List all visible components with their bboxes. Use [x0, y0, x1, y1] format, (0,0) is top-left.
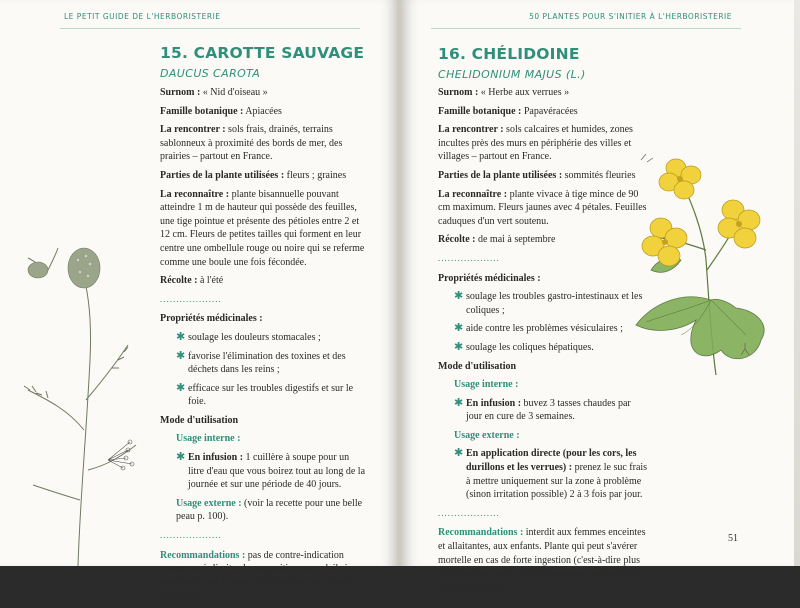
right-page — [401, 0, 800, 593]
parties-value: sommités fleuries — [564, 169, 636, 181]
infusion-label: En infusion : — [188, 452, 244, 464]
mode-heading — [160, 414, 366, 428]
plant-description — [160, 86, 366, 608]
recommandations-value: interdit aux femmes enceintes et allaitantes, aux enfants. Plante qui peut s'avérer mortelle en cas de forte ingestion (c'est-à-dire plus de 25 mg par jour). Ne la consommez pas non plus en plante fraîche. — [438, 527, 646, 593]
plant-title: 15. CAROTTE SAUVAGE — [160, 44, 365, 62]
running-head-right: 50 PLANTES POUR S'INITIER À L'HERBORISTERIE — [529, 12, 732, 21]
clover-bullet-icon: ✱ — [454, 396, 464, 409]
recolte-value: de mai à septembre — [477, 234, 556, 246]
proprietes-label: Propriétés médicinales : — [160, 313, 263, 325]
clover-bullet-icon: ✱ — [454, 322, 464, 335]
list-item — [438, 341, 648, 355]
proprietes-heading — [160, 312, 366, 326]
surnom-label: Surnom : — [160, 87, 201, 98]
famille-line — [160, 105, 366, 119]
page-number: 51 — [728, 533, 738, 544]
reconnaitre-value: plante vivace à tige mince de 90 cm maximum. Fleurs jaunes avec 4 pétales. Feuilles caduques d'un vert soutenu. — [438, 188, 647, 227]
list-item — [438, 290, 648, 317]
propriete-text: efficace sur les troubles digestifs et sur le foie. — [188, 382, 354, 408]
left-page — [0, 0, 398, 602]
running-head-left: LE PETIT GUIDE DE L'HERBORISTERIE — [64, 12, 221, 21]
wild-carrot-illustration — [8, 240, 158, 566]
list-item — [160, 350, 366, 377]
list-item — [454, 447, 648, 501]
surnom-line — [160, 86, 366, 100]
rencontrer-line — [438, 123, 648, 164]
parties-value: fleurs ; graines — [286, 169, 347, 181]
propriete-text: soulage les douleurs stomacales ; — [188, 331, 321, 343]
parties-label: Parties de la plante utilisées : — [438, 169, 563, 181]
usage-interne-heading — [176, 432, 366, 446]
application-value: prenez le suc frais à mettre uniquement sur la zone à problème (sinon irritation possible) 2 à 3 fois par jour. — [466, 462, 648, 501]
parties-line — [438, 169, 648, 183]
mode-heading — [438, 360, 648, 374]
reconnaitre-value: plante bisannuelle pouvant atteindre 1 m de hauteur qui possède des feuilles, une tige pointue et présente des pétioles entre 2 et 12 cm. Fleurs de petites tailles qui forment en leur centre une ombellule rouge ou noire qui se referme comme une boule une fois fécondée. — [160, 188, 365, 268]
reconnaitre-line — [160, 188, 366, 270]
reconnaitre-line — [438, 188, 648, 229]
recolte-value: à l'été — [199, 275, 224, 287]
recolte-line — [160, 274, 366, 288]
infusion-value: 1 cuillère à soupe pour un litre d'eau que vous boirez tout au long de la journée et sur une période de 40 jours. — [188, 452, 366, 491]
reconnaitre-label: La reconnaître : — [160, 188, 230, 200]
famille-value: Papavéracées — [523, 105, 578, 117]
rencontrer-label: La rencontrer : — [160, 124, 226, 136]
recommandations-value: pas de contre-indication connue mais limitez les expositions au soleil si application sur la peau. Déconseillée aux femmes enceintes. — [160, 549, 358, 602]
rencontrer-value: sols frais, drainés, terrains sablonneux à proximité des bords de mer, des prairies – partout en France. — [160, 124, 343, 163]
mode-label: Mode d'utilisation — [438, 360, 517, 372]
usage-externe-heading — [454, 429, 648, 443]
surnom-label: Surnom : — [438, 87, 479, 98]
surnom-value: « Herbe aux verrues » — [480, 87, 570, 98]
clover-bullet-icon: ✱ — [454, 340, 464, 353]
recolte-label: Récolte : — [160, 275, 198, 287]
clover-bullet-icon: ✱ — [176, 349, 186, 362]
proprietes-heading — [438, 272, 648, 286]
famille-value: Apiacées — [245, 105, 282, 117]
plant-description — [438, 86, 648, 599]
celandine-illustration — [621, 150, 781, 380]
usage-interne-heading — [454, 378, 648, 392]
recommandations-label: Recommandations : — [438, 527, 524, 539]
infusion-value: buvez 3 tasses chaudes par jour en cure de 3 semaines. — [466, 397, 631, 423]
dotted-separator: ................... — [438, 507, 500, 518]
usage-externe-value: (voir la recette pour une belle peau p. 100). — [176, 497, 363, 523]
famille-label: Famille botanique : — [438, 105, 522, 117]
recolte-label: Récolte : — [438, 234, 476, 246]
propriete-text: favorise l'élimination des toxines et des déchets dans les reins ; — [188, 350, 346, 376]
parties-line — [160, 169, 366, 183]
clover-bullet-icon: ✱ — [454, 447, 464, 460]
recolte-line — [438, 233, 648, 247]
usage-interne-label: Usage interne : — [176, 433, 241, 445]
clover-bullet-icon: ✱ — [176, 451, 186, 464]
propriete-text: soulage les coliques hépatiques. — [466, 341, 594, 353]
application-label: En application directe (pour les cors, les durillons et les verrues) : — [466, 448, 637, 474]
proprietes-label: Propriétés médicinales : — [438, 272, 541, 284]
latin-name: CHELIDONIUM MAJUS (L.) — [438, 68, 586, 81]
rencontrer-line — [160, 123, 366, 164]
dotted-separator: ................... — [438, 252, 500, 263]
clover-bullet-icon: ✱ — [176, 330, 186, 343]
recommandations-line — [438, 526, 648, 594]
dotted-separator: ................... — [160, 530, 222, 541]
famille-label: Famille botanique : — [160, 105, 244, 117]
latin-name: DAUCUS CAROTA — [160, 67, 261, 80]
clover-bullet-icon: ✱ — [454, 290, 464, 303]
rencontrer-value: sols calcaires et humides, zones incultes près des murs en périphérie des villes et villages – partout en France. — [438, 124, 633, 163]
page-edge — [794, 0, 800, 566]
rencontrer-label: La rencontrer : — [438, 124, 504, 136]
list-item — [454, 397, 648, 424]
propriete-text: soulage les troubles gastro-intestinaux et les coliques ; — [466, 291, 643, 316]
plant-title: 16. CHÉLIDOINE — [438, 45, 580, 63]
header-rule — [60, 28, 360, 29]
surnom-line — [438, 86, 648, 100]
reconnaitre-label: La reconnaître : — [438, 188, 508, 200]
usage-interne-label: Usage interne : — [454, 379, 519, 391]
dotted-separator: ................... — [160, 293, 222, 304]
header-rule — [431, 28, 741, 29]
propriete-text: aide contre les problèmes vésiculaires ; — [466, 323, 623, 335]
recommandations-line — [160, 549, 366, 603]
list-item — [160, 382, 366, 409]
usage-externe-line — [176, 497, 366, 524]
parties-label: Parties de la plante utilisées : — [160, 169, 285, 181]
infusion-label: En infusion : — [466, 397, 522, 409]
list-item — [176, 451, 366, 492]
clover-bullet-icon: ✱ — [176, 381, 186, 394]
famille-line — [438, 105, 648, 119]
surnom-value: « Nid d'oiseau » — [202, 87, 268, 98]
mode-label: Mode d'utilisation — [160, 414, 239, 426]
list-item — [438, 322, 648, 336]
usage-externe-label: Usage externe : — [454, 429, 520, 441]
recommandations-label: Recommandations : — [160, 549, 246, 561]
usage-externe-label: Usage externe : — [176, 497, 242, 509]
list-item — [160, 331, 366, 345]
